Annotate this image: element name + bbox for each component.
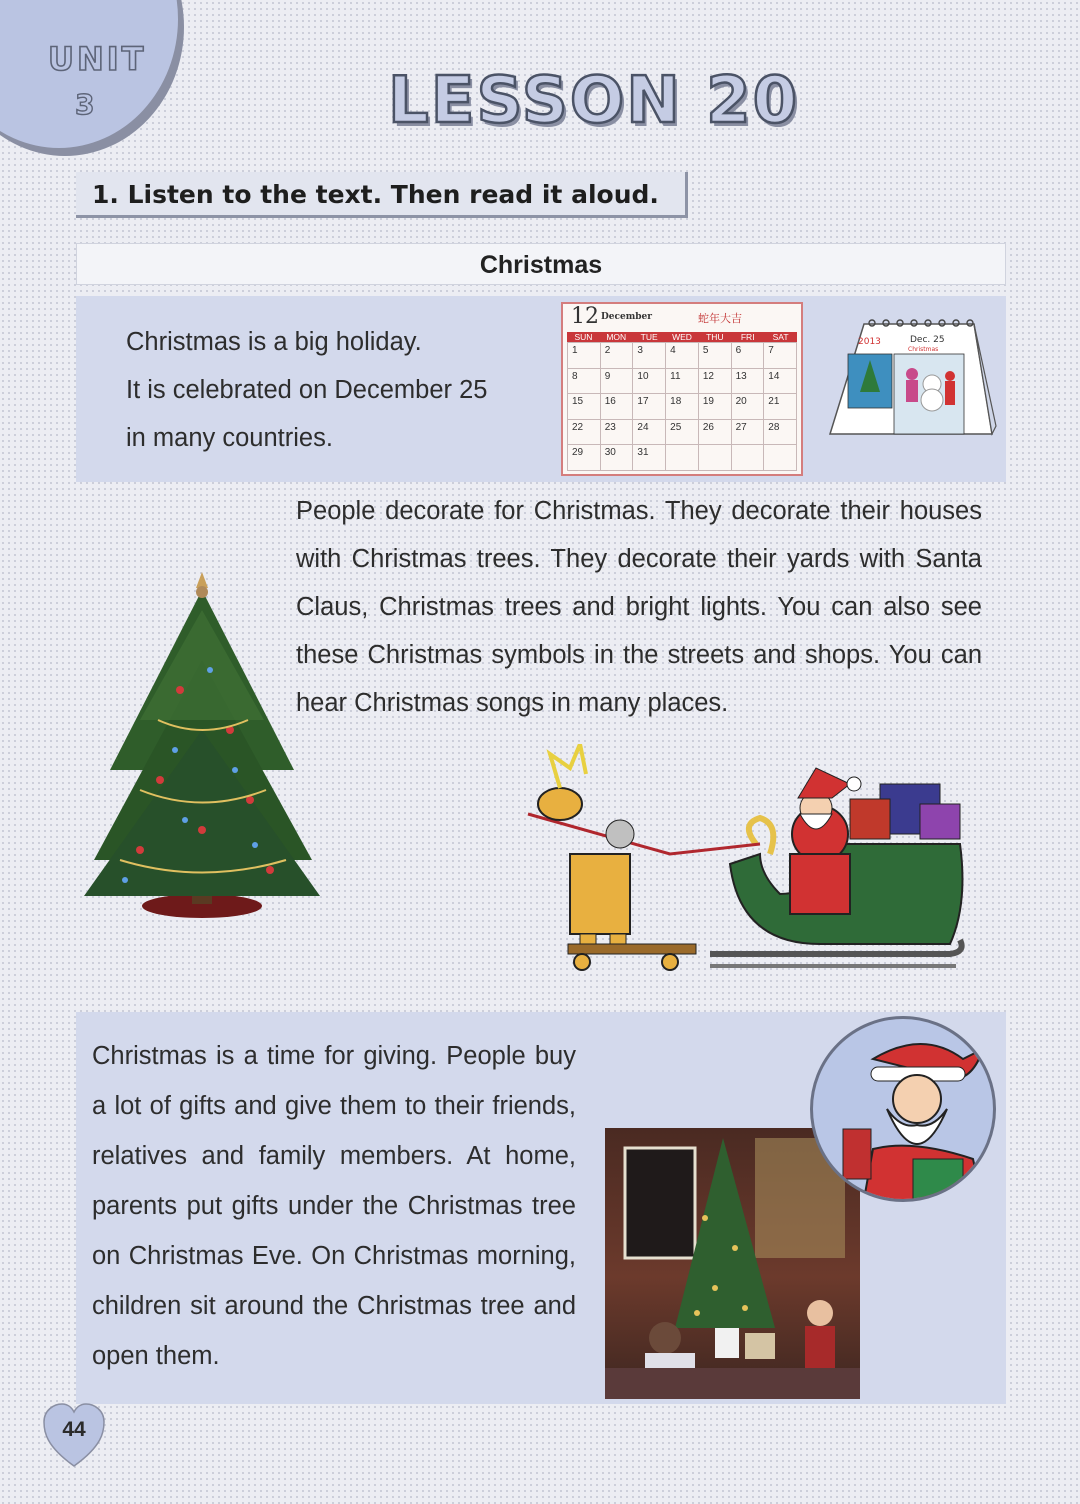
- calendar-day-cell: 20: [732, 394, 765, 420]
- calendar-weekday: THU: [706, 332, 724, 342]
- unit-label: UNIT: [48, 40, 147, 78]
- section-title: Christmas: [76, 243, 1006, 285]
- lesson-title: LESSON 20: [388, 64, 800, 138]
- calendar-day-cell: 8: [568, 369, 601, 395]
- calendar-weekday: SUN: [574, 332, 593, 342]
- calendar-day-cell: 15: [568, 394, 601, 420]
- calendar-day-cell: 28: [764, 420, 797, 446]
- santa-portrait-illustration: [810, 1016, 996, 1202]
- calendar-day-cell: 22: [568, 420, 601, 446]
- december-calendar: [561, 302, 803, 476]
- calendar-weekday-row: [567, 332, 797, 342]
- calendar-day-cell: 13: [732, 369, 765, 395]
- calendar-day-cell: 1: [568, 343, 601, 369]
- calendar-day-cell: [732, 445, 765, 471]
- desk-calendar-date: Dec. 25: [910, 335, 945, 345]
- calendar-day-cell: 18: [666, 394, 699, 420]
- christmas-tree-illustration: [80, 570, 325, 922]
- calendar-day-cell: [699, 445, 732, 471]
- family-christmas-photo: [605, 1128, 860, 1399]
- calendar-day-cell: 10: [633, 369, 666, 395]
- paragraph-intro: Christmas is a big holiday. It is celebrated on December 25 in many countries.: [126, 328, 488, 452]
- calendar-day-cell: 5: [699, 343, 732, 369]
- page-number: 44: [62, 1418, 86, 1441]
- paragraph-decorations: People decorate for Christmas. They decorate their houses with Christmas trees. They decorate their yards with Santa Claus, Christmas trees and bright lights. You can also see these Christmas symbols in the streets and shops. You can hear Christmas songs in many places.: [296, 497, 982, 717]
- calendar-day-cell: 21: [764, 394, 797, 420]
- calendar-day-cell: 23: [601, 420, 634, 446]
- desk-calendar-illustration: [824, 314, 1002, 456]
- calendar-day-cell: [764, 445, 797, 471]
- calendar-day-cell: 31: [633, 445, 666, 471]
- calendar-month-name: December: [601, 312, 653, 322]
- calendar-chinese-text: 蛇年大吉: [698, 312, 742, 325]
- calendar-day-cell: 2: [601, 343, 634, 369]
- calendar-day-cell: 19: [699, 394, 732, 420]
- calendar-day-cell: [666, 445, 699, 471]
- calendar-day-cell: 27: [732, 420, 765, 446]
- calendar-day-cell: 26: [699, 420, 732, 446]
- calendar-day-cell: 24: [633, 420, 666, 446]
- calendar-day-cell: 25: [666, 420, 699, 446]
- calendar-day-grid: [567, 342, 797, 471]
- calendar-day-cell: 9: [601, 369, 634, 395]
- calendar-day-cell: 11: [666, 369, 699, 395]
- calendar-day-cell: 4: [666, 343, 699, 369]
- unit-number: 3: [75, 88, 95, 121]
- calendar-day-cell: 30: [601, 445, 634, 471]
- calendar-month-number: 12: [571, 304, 599, 329]
- calendar-day-cell: 6: [732, 343, 765, 369]
- santa-sleigh-illustration: [520, 744, 968, 982]
- calendar-weekday: WED: [672, 332, 692, 342]
- calendar-day-cell: 17: [633, 394, 666, 420]
- desk-calendar-year: 2013: [858, 337, 881, 347]
- calendar-day-cell: 14: [764, 369, 797, 395]
- calendar-day-cell: 16: [601, 394, 634, 420]
- calendar-day-cell: 3: [633, 343, 666, 369]
- calendar-weekday: SAT: [772, 332, 789, 342]
- calendar-weekday: MON: [606, 332, 627, 342]
- calendar-day-cell: 12: [699, 369, 732, 395]
- calendar-weekday: FRI: [740, 332, 755, 342]
- desk-calendar-label: Christmas: [908, 346, 939, 353]
- paragraph-giving: Christmas is a time for giving. People buy a lot of gifts and give them to their friends, relatives and family members. At home, parents put gifts under the Christmas tree on Christmas Eve. On Christmas morning, children sit around the Christmas tree and open them.: [92, 1042, 576, 1370]
- calendar-weekday: TUE: [640, 332, 658, 342]
- calendar-day-cell: 29: [568, 445, 601, 471]
- instruction-heading: 1. Listen to the text. Then read it aloud.: [76, 172, 688, 218]
- calendar-day-cell: 7: [764, 343, 797, 369]
